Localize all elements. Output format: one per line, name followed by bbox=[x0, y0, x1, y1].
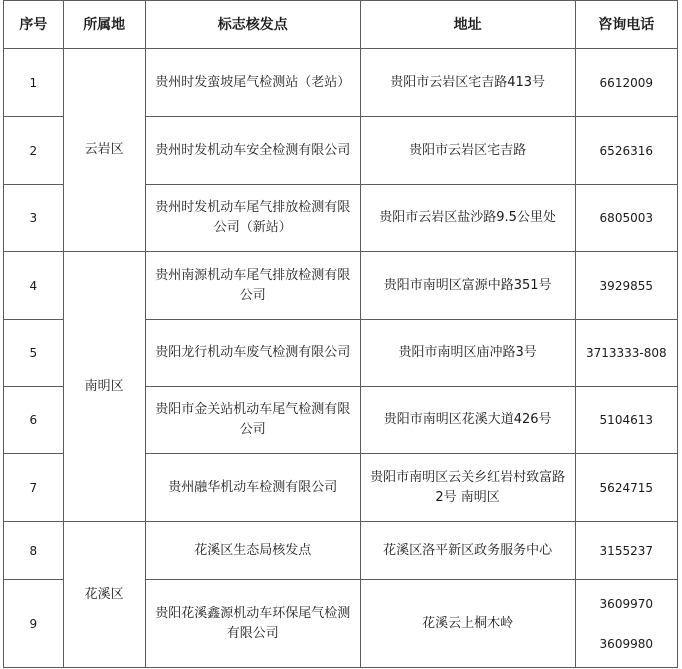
site-address: 贵阳市南明区富源中路351号 bbox=[360, 252, 575, 320]
site-address: 花溪区洛平新区政务服务中心 bbox=[360, 522, 575, 580]
site-phone-secondary: 3609980 bbox=[599, 636, 653, 651]
site-name: 贵州时发机动车尾气排放检测有限公司（新站） bbox=[145, 185, 360, 252]
site-name: 贵州南源机动车尾气排放检测有限公司 bbox=[145, 252, 360, 320]
site-phone: 3155237 bbox=[575, 522, 677, 580]
site-address: 贵阳市云岩区宅吉路413号 bbox=[360, 49, 575, 117]
site-name: 花溪区生态局核发点 bbox=[145, 522, 360, 580]
table-row bbox=[4, 49, 678, 117]
site-address: 花溪云上桐木岭 bbox=[360, 580, 575, 668]
site-name: 贵州融华机动车检测有限公司 bbox=[145, 454, 360, 522]
row-number: 6 bbox=[4, 387, 64, 454]
district-cell: 南明区 bbox=[63, 252, 145, 522]
site-phones bbox=[575, 580, 677, 668]
header-district: 所属地 bbox=[63, 1, 145, 49]
site-address: 贵阳市南明区云关乡红岩村致富路2号 南明区 bbox=[360, 454, 575, 522]
header-number: 序号 bbox=[4, 1, 64, 49]
site-phone: 3929855 bbox=[575, 252, 677, 320]
row-number: 2 bbox=[4, 117, 64, 185]
site-name: 贵阳花溪鑫源机动车环保尾气检测有限公司 bbox=[145, 580, 360, 668]
row-number: 7 bbox=[4, 454, 64, 522]
header-site: 标志核发点 bbox=[145, 1, 360, 49]
site-address: 贵阳市南明区花溪大道426号 bbox=[360, 387, 575, 454]
inspection-sites-table bbox=[3, 0, 678, 668]
site-address: 贵阳市南明区庙冲路3号 bbox=[360, 320, 575, 387]
row-number: 9 bbox=[4, 580, 64, 668]
district-cell: 花溪区 bbox=[63, 522, 145, 668]
site-phone: 6805003 bbox=[575, 185, 677, 252]
site-phone: 5624715 bbox=[575, 454, 677, 522]
row-number: 8 bbox=[4, 522, 64, 580]
site-name: 贵州时发蛮坡尾气检测站（老站） bbox=[145, 49, 360, 117]
site-name: 贵阳市金关站机动车尾气检测有限公司 bbox=[145, 387, 360, 454]
header-address: 地址 bbox=[360, 1, 575, 49]
district-cell: 云岩区 bbox=[63, 49, 145, 252]
row-number: 5 bbox=[4, 320, 64, 387]
site-phone: 5104613 bbox=[575, 387, 677, 454]
site-phone: 6526316 bbox=[575, 117, 677, 185]
row-number: 3 bbox=[4, 185, 64, 252]
row-number: 4 bbox=[4, 252, 64, 320]
site-name: 贵州时发机动车安全检测有限公司 bbox=[145, 117, 360, 185]
row-number: 1 bbox=[4, 49, 64, 117]
site-address: 贵阳市云岩区宅吉路 bbox=[360, 117, 575, 185]
site-name: 贵阳龙行机动车废气检测有限公司 bbox=[145, 320, 360, 387]
site-phone: 3713333-808 bbox=[575, 320, 677, 387]
site-address: 贵阳市云岩区盐沙路9.5公里处 bbox=[360, 185, 575, 252]
site-phone: 3609970 bbox=[599, 596, 653, 611]
site-phone: 6612009 bbox=[575, 49, 677, 117]
table-row bbox=[4, 522, 678, 580]
table-row bbox=[4, 252, 678, 320]
header-phone: 咨询电话 bbox=[575, 1, 677, 49]
table-header-row bbox=[4, 1, 678, 49]
